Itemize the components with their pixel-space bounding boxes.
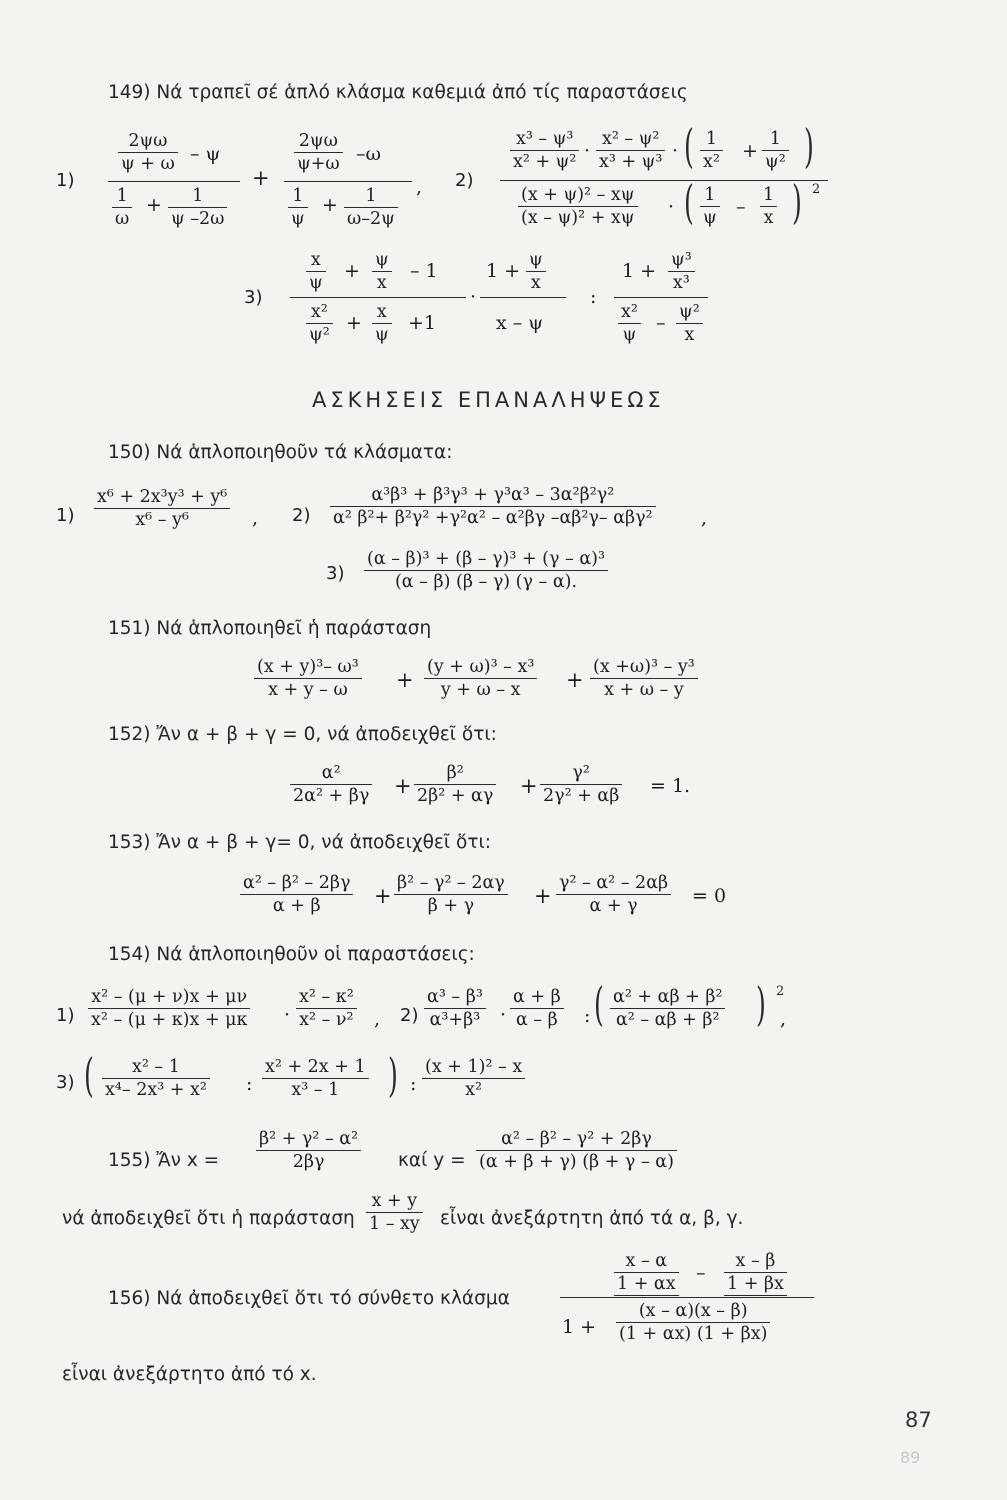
denominator: (x – ψ)² + xψ [521, 208, 635, 228]
label: 3) [244, 287, 263, 308]
comma: , [374, 1008, 381, 1030]
numerator: α³β³ + β³γ³ + γ³α³ – 3α²β²γ² [330, 484, 656, 507]
fraction [294, 130, 343, 175]
main-fraction-bar [614, 297, 708, 298]
numerator: β² [414, 762, 496, 785]
operator: : [584, 1005, 591, 1027]
left-parenthesis: ( [84, 1048, 94, 1102]
operator: + [534, 884, 552, 908]
label: 3) [326, 563, 345, 584]
operator: – [656, 312, 666, 334]
fraction [424, 656, 537, 701]
denominator: 2βγ [292, 1152, 325, 1172]
fraction [288, 185, 308, 230]
denominator: ψ [291, 209, 305, 229]
fraction [118, 130, 178, 175]
denominator: y + ω – x [440, 680, 521, 700]
denominator: x [684, 325, 695, 345]
term: –ω [356, 143, 381, 165]
numerator: 2ψω [118, 130, 178, 153]
numerator: x² + 2x + 1 [262, 1056, 369, 1079]
operator: + [566, 668, 584, 692]
fraction [700, 128, 723, 173]
operator: + [322, 194, 338, 216]
operator: + [146, 194, 162, 216]
numerator: x + y [366, 1190, 423, 1213]
numerator: β² + γ² – α² [256, 1128, 361, 1151]
fraction [296, 986, 357, 1031]
numerator: ψ² [676, 301, 703, 324]
numerator: 1 [112, 185, 132, 208]
operator: : [590, 286, 597, 308]
main-fraction-bar [560, 1297, 814, 1298]
denominator: 2α² + βγ [293, 786, 370, 806]
left-parenthesis: ( [594, 977, 604, 1031]
fraction [372, 249, 392, 294]
numerator: (α – β)³ + (β – γ)³ + (γ – α)³ [364, 548, 608, 571]
fraction [414, 762, 496, 807]
numerator: x [372, 301, 392, 324]
right-parenthesis: ) [792, 175, 802, 229]
left-parenthesis: ( [684, 119, 694, 173]
fraction [596, 128, 665, 173]
operator: · [584, 140, 591, 162]
numerator: α² [290, 762, 372, 785]
numerator: x² [618, 301, 641, 324]
denominator: α² β²+ β²γ² +γ²α² – α²βγ –αβ²γ– αβγ² [333, 508, 653, 528]
denominator: 2β² + αγ [417, 786, 494, 806]
denominator: x² – ν² [299, 1010, 354, 1030]
problem-152-title: 152) Ἄν α + β + γ = 0, νά ἀποδειχθεῖ ὅτι: [108, 724, 497, 745]
expr-150-3 [364, 548, 608, 593]
right-parenthesis: ) [388, 1048, 398, 1102]
statement-text: εἶναι ἀνεξάρτητη ἀπό τά α, β, γ. [440, 1208, 744, 1229]
denominator: x⁶ – y⁶ [135, 510, 189, 530]
expr-150-1 [94, 486, 230, 531]
denominator: α + β [272, 896, 321, 916]
operator: + [394, 774, 412, 798]
numerator: x [306, 249, 326, 272]
fraction [618, 301, 641, 346]
numerator: (x – α)(x – β) [616, 1300, 770, 1323]
denominator: 1 + αx [614, 1273, 679, 1296]
denominator: ψ [703, 208, 717, 228]
right-parenthesis: ) [804, 119, 814, 173]
denominator: ψ+ω [297, 154, 340, 174]
denominator: β + γ [427, 896, 475, 916]
operator: : [246, 1073, 253, 1095]
operator: + [520, 774, 538, 798]
fraction [112, 185, 132, 230]
numerator: (x + y)³– ω³ [254, 656, 362, 679]
operator: + [344, 260, 360, 282]
fraction [256, 1128, 361, 1173]
fraction [306, 301, 333, 346]
label: 3) [56, 1072, 75, 1093]
comma: , [252, 507, 259, 529]
denominator: x [530, 273, 541, 293]
denominator: x + ω – y [604, 680, 684, 700]
numerator: 1 [700, 128, 723, 151]
numerator: x – α [614, 1250, 679, 1273]
denominator: x [763, 208, 774, 228]
equation-rhs: = 1. [650, 775, 691, 797]
denominator: ψ –2ω [171, 209, 225, 229]
numerator: β² – γ² – 2αγ [394, 872, 508, 895]
operator: · [284, 1004, 291, 1026]
main-fraction-bar [500, 180, 828, 181]
page-number: 87 [905, 1408, 932, 1432]
operator: · [500, 1004, 507, 1026]
denominator: (1 + αx) (1 + βx) [619, 1324, 768, 1344]
numerator: x⁶ + 2x³y³ + y⁶ [94, 486, 230, 509]
bleed-through-page-number: 89 [900, 1448, 921, 1467]
denominator: x² – (μ + κ)x + μκ [91, 1010, 248, 1030]
fraction [344, 185, 398, 230]
operator: – [696, 1262, 706, 1284]
numerator: 1 [288, 185, 308, 208]
denominator: (α – β) (β – γ) (γ – α). [394, 572, 578, 592]
problem-155-head: 155) Ἄν x = [108, 1150, 220, 1171]
equation-rhs: = 0 [692, 885, 727, 907]
fraction [422, 1056, 525, 1101]
statement-text: νά ἀποδειχθεῖ ὅτι ἡ παράσταση [62, 1208, 355, 1229]
section-heading: ΑΣΚΗΣΕΙΣ ΕΠΑΝΑΛΗΨΕΩΣ [312, 388, 665, 412]
expr-150-2 [330, 484, 656, 529]
numerator: 2ψω [294, 130, 343, 153]
fraction [510, 128, 579, 173]
numerator: x² – κ² [296, 986, 357, 1009]
numerator: (x + ψ)² – xψ [518, 184, 638, 207]
numerator: 1 [760, 184, 777, 207]
denominator: x³ + ψ³ [599, 152, 663, 172]
main-fraction-bar [480, 297, 566, 298]
fraction [394, 872, 508, 917]
fraction [306, 249, 326, 294]
term: 1 + [562, 1316, 597, 1338]
fraction [676, 301, 703, 346]
numerator: ψ [526, 249, 546, 272]
fraction [518, 184, 638, 229]
numerator: 1 [700, 184, 720, 207]
denominator: x – ψ [496, 312, 544, 334]
numerator: γ² [540, 762, 622, 785]
comma: , [416, 176, 423, 198]
numerator: α² – β² – 2βγ [240, 872, 353, 895]
operator: + [374, 884, 392, 908]
numerator: α² + αβ + β² [610, 986, 725, 1009]
denominator: 1 – xy [369, 1214, 420, 1234]
term: – 1 [410, 260, 438, 282]
fraction [556, 872, 671, 917]
term: – ψ [190, 143, 221, 165]
operator: · [668, 196, 675, 218]
left-parenthesis: ( [684, 175, 694, 229]
denominator: x³ – 1 [291, 1080, 340, 1100]
numerator: x² [306, 301, 333, 324]
fraction [290, 762, 372, 807]
fraction [762, 128, 789, 173]
fraction [724, 1250, 787, 1296]
fraction [366, 1190, 423, 1235]
fraction [614, 1250, 679, 1296]
numerator: x – β [724, 1250, 787, 1273]
right-parenthesis: ) [756, 977, 766, 1031]
denominator: (α + β + γ) (β + γ – α) [479, 1152, 674, 1172]
problem-154-title: 154) Νά ἁπλοποιηθοῦν οἱ παραστάσεις: [108, 944, 475, 965]
numerator: 1 [344, 185, 398, 208]
main-fraction-bar [284, 181, 412, 182]
denominator: ψ [375, 325, 389, 345]
fraction [372, 301, 392, 346]
operator: + [742, 140, 758, 162]
denominator: 2γ² + αβ [543, 786, 620, 806]
fraction [476, 1128, 677, 1173]
problem-153-title: 153) Ἄν α + β + γ= 0, νά ἀποδειχθεῖ ὅτι: [108, 832, 491, 853]
term: 1 + [622, 260, 657, 282]
fraction [262, 1056, 369, 1101]
numerator: x² – ψ² [596, 128, 665, 151]
fraction [510, 986, 564, 1031]
label: 1) [56, 170, 75, 191]
label: 1) [56, 505, 75, 526]
fraction [700, 184, 720, 229]
denominator: 1 + βx [724, 1273, 787, 1296]
denominator: ψ² [309, 325, 330, 345]
term: 1 + [486, 260, 521, 282]
fraction [254, 656, 362, 701]
operator: : [410, 1073, 417, 1095]
operator: + [346, 312, 362, 334]
numerator: α² – β² – γ² + 2βγ [476, 1128, 677, 1151]
numerator: γ² – α² – 2αβ [556, 872, 671, 895]
label: 2) [455, 170, 474, 191]
denominator: ψ [309, 273, 323, 293]
operator: · [470, 286, 477, 308]
fraction [526, 249, 546, 294]
numerator: (x +ω)³ – y³ [590, 656, 698, 679]
fraction [616, 1300, 770, 1345]
problem-150-title: 150) Νά ἁπλοποιηθοῦν τά κλάσματα: [108, 442, 453, 463]
denominator: x² + ψ² [513, 152, 577, 172]
denominator: x⁴– 2x³ + x² [105, 1080, 207, 1100]
fraction [102, 1056, 210, 1101]
denominator: α³+β³ [429, 1010, 481, 1030]
denominator: α² – αβ + β² [615, 1010, 720, 1030]
problem-151-title: 151) Νά ἁπλοποιηθεῖ ἡ παράσταση [108, 618, 432, 639]
numerator: ψ³ [668, 249, 695, 272]
fraction [424, 986, 486, 1031]
numerator: x² – (μ + ν)x + μν [88, 986, 250, 1009]
denominator: x [376, 273, 387, 293]
fraction [668, 249, 695, 294]
denominator: ω [115, 209, 130, 229]
numerator: α + β [510, 986, 564, 1009]
label: 2) [400, 1005, 419, 1026]
denominator: ψ [622, 325, 637, 345]
numerator: x² – 1 [102, 1056, 210, 1079]
operator: – [736, 196, 746, 218]
operator: + [396, 668, 414, 692]
connector-text: καί y = [398, 1150, 466, 1171]
numerator: 1 [762, 128, 789, 151]
fraction [610, 986, 725, 1031]
comma: , [780, 1008, 787, 1030]
statement-text: εἶναι ἀνεξάρτητο ἀπό τό x. [62, 1364, 317, 1385]
denominator: x + y – ω [268, 680, 348, 700]
denominator: x² [703, 152, 720, 172]
operator: + [252, 166, 270, 190]
problem-156-title: 156) Νά ἀποδειχθεῖ ὅτι τό σύνθετο κλάσμα [108, 1288, 510, 1309]
fraction [540, 762, 622, 807]
denominator: x³ [672, 273, 690, 293]
exponent: 2 [812, 182, 821, 197]
numerator: α³ – β³ [424, 986, 486, 1009]
problem-149-title: 149) Νά τραπεῖ σέ ἁπλό κλάσμα καθεμιά ἀπό τίς παραστάσεις [108, 82, 688, 103]
numerator: (x + 1)² – x [422, 1056, 525, 1079]
fraction [88, 986, 250, 1031]
denominator: α + γ [589, 896, 638, 916]
term: +1 [408, 312, 437, 334]
denominator: ψ² [765, 152, 786, 172]
main-fraction-bar [290, 297, 466, 298]
label: 1) [56, 1005, 75, 1026]
fraction [240, 872, 353, 917]
numerator: (y + ω)³ – x³ [424, 656, 537, 679]
exponent: 2 [776, 984, 785, 999]
label: 2) [292, 505, 311, 526]
operator: · [672, 140, 679, 162]
denominator: ψ + ω [121, 154, 175, 174]
numerator: ψ [372, 249, 392, 272]
fraction [760, 184, 777, 229]
denominator: α – β [515, 1010, 558, 1030]
denominator: x² [465, 1080, 483, 1100]
denominator: ω–2ψ [347, 209, 395, 229]
fraction [590, 656, 698, 701]
numerator: 1 [168, 185, 227, 208]
main-fraction-bar [108, 181, 240, 182]
comma: , [701, 507, 708, 529]
fraction [168, 185, 227, 230]
numerator: x³ – ψ³ [510, 128, 579, 151]
